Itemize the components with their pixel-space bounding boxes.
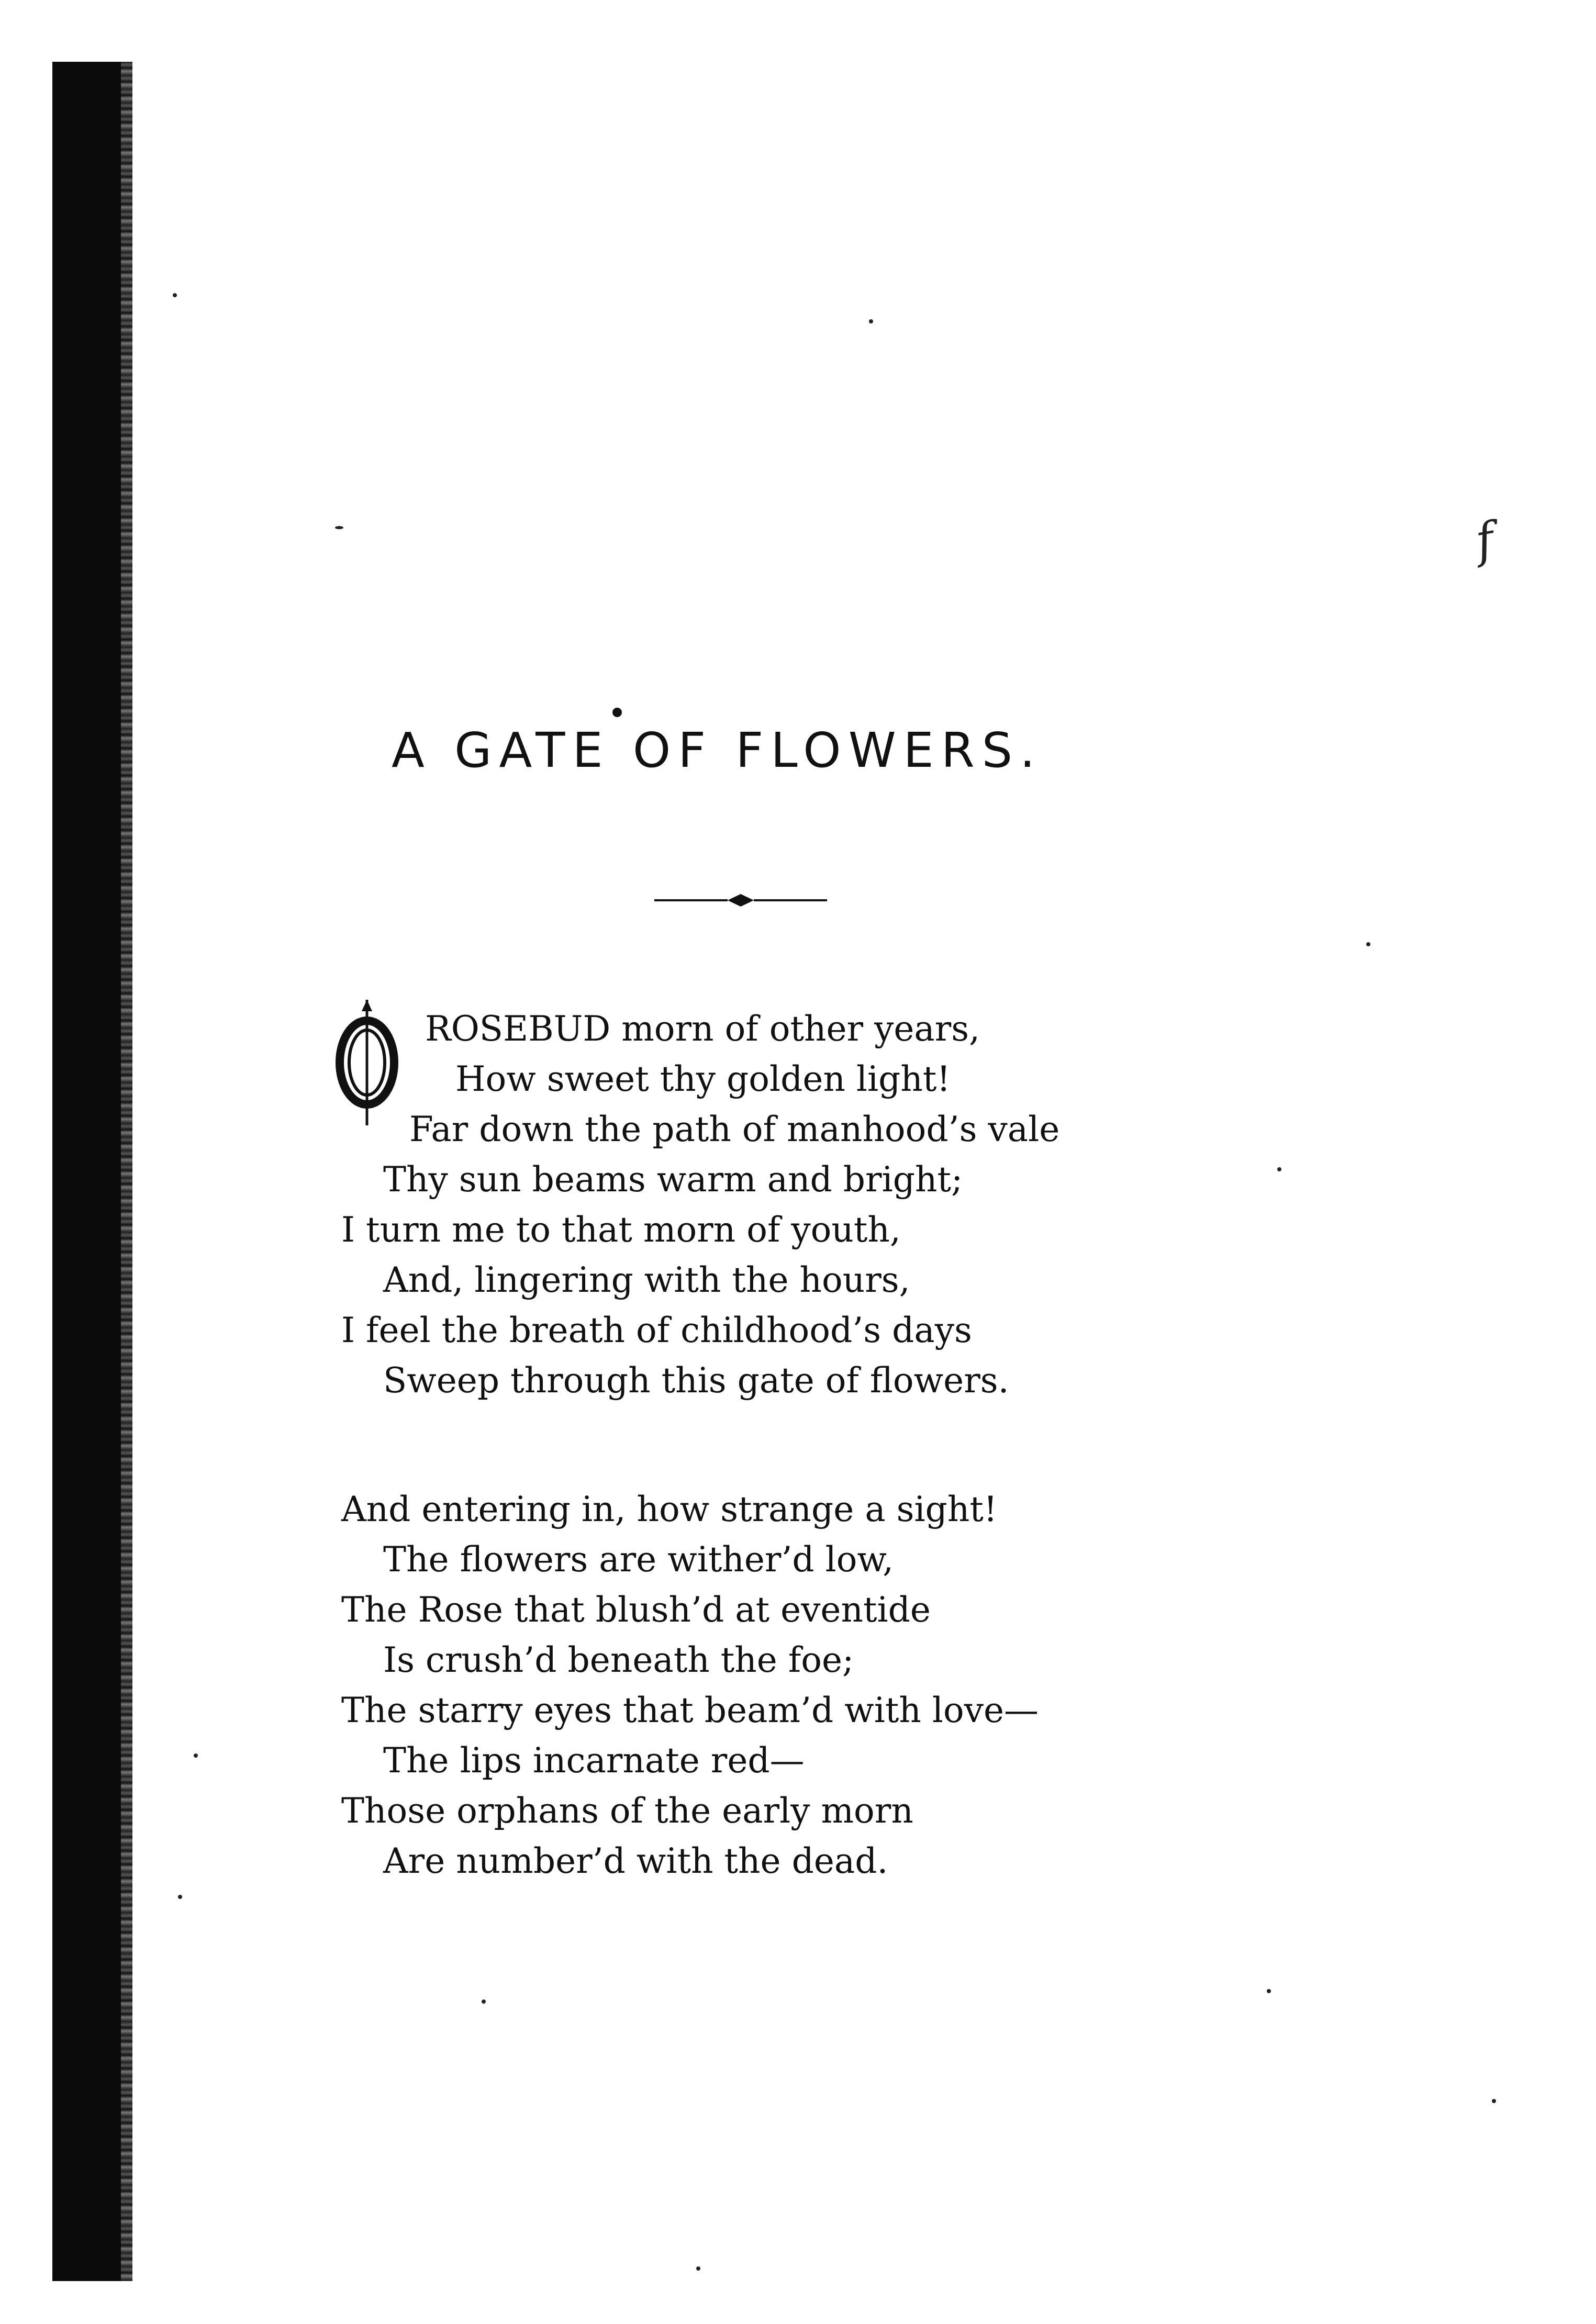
poem-line: Far down the path of manhood’s vale [409,1109,1060,1149]
speck [335,526,343,529]
poem-line: Those orphans of the early morn [341,1791,913,1831]
poem-line: The lips incarnate red— [383,1740,805,1781]
speck [869,319,873,323]
speck [482,1999,486,2004]
poem-line: Thy sun beams warm and bright; [383,1159,963,1200]
poem-line: I turn me to that morn of youth, [341,1210,901,1250]
speck [1366,942,1370,946]
margin-mark: f [1471,511,1499,569]
poem-line: How sweet thy golden light! [455,1059,951,1099]
poem-line: ROSEBUD morn of other years, [425,1009,980,1049]
poem-line: The flowers are wither’d low, [383,1539,894,1580]
speck [1277,1167,1281,1171]
poem-line: The starry eyes that beam’d with love— [341,1690,1039,1730]
speck [1492,2099,1496,2103]
page-title: A GATE OF FLOWERS. [392,722,1043,778]
title-dot [612,708,622,717]
speck [1267,1989,1271,1993]
binding-edge [52,62,123,2281]
poem-line: Sweep through this gate of flowers. [383,1360,1009,1401]
speck [696,2266,700,2271]
speck [194,1753,198,1758]
divider-ornament-icon [654,890,827,911]
title-ornament [654,890,827,911]
speck [178,1895,182,1899]
poem-line: The Rose that blush’d at eventide [341,1590,931,1630]
poem-line: I feel the breath of childhood’s days [341,1310,972,1350]
poem-line: And entering in, how strange a sight! [341,1489,998,1529]
stanza-1 [341,1004,1205,1406]
poem-line: Are number’d with the dead. [383,1841,888,1881]
stanza-2 [341,1484,1205,1886]
poem-line: Is crush’d beneath the foe; [383,1640,854,1680]
speck [173,293,177,297]
poem-line: And, lingering with the hours, [383,1260,910,1300]
poem [341,1004,1205,1965]
